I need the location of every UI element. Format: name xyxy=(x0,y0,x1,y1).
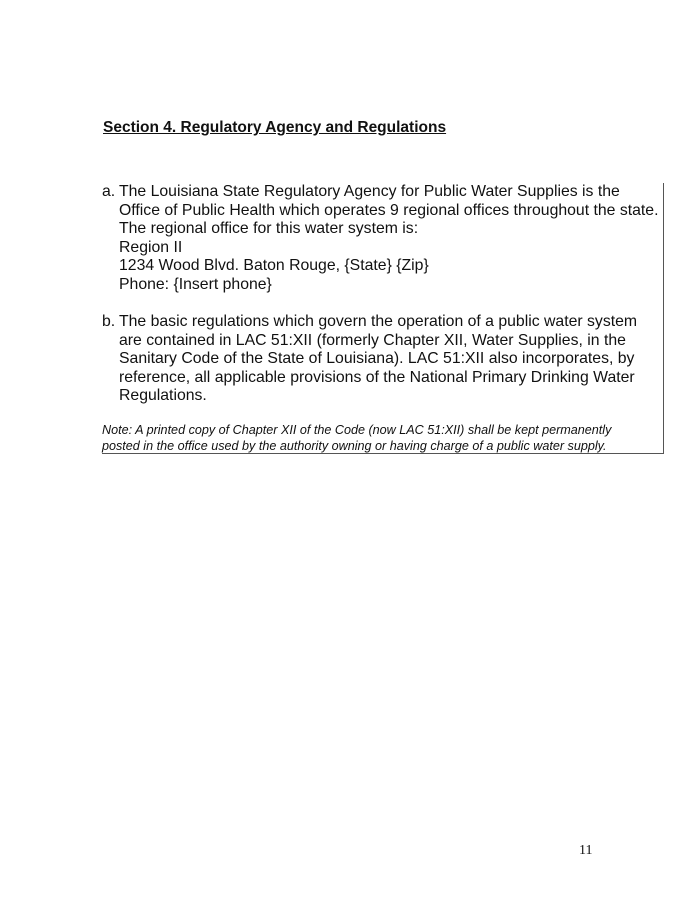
region-phone: Phone: {Insert phone} xyxy=(119,275,272,293)
item-b-line-1: The basic regulations which govern the operation of a public water system xyxy=(119,313,638,330)
list-marker: a. xyxy=(102,183,116,200)
item-b-line-3: Sanitary Code of the State of Louisiana). LAC 51:XII also incorporates, by xyxy=(119,350,635,368)
list-item-b xyxy=(102,313,637,406)
note-line-2: posted in the office used by the authority owning or having charge of a public water supply. xyxy=(102,439,607,453)
region-address: 1234 Wood Blvd. Baton Rouge, {State} {Zip} xyxy=(119,257,429,275)
list-item-a xyxy=(102,183,658,295)
regulatory-info-box xyxy=(102,183,664,454)
page-number: 11 xyxy=(579,843,593,858)
item-b-line-2: are contained in LAC 51:XII (formerly Chapter XII, Water Supplies, in the xyxy=(119,331,626,349)
item-b-line-5: Regulations. xyxy=(119,387,207,405)
list-marker: b. xyxy=(102,313,116,330)
section-title: Section 4. Regulatory Agency and Regulations xyxy=(103,119,447,136)
item-a-line-3: The regional office for this water system is: xyxy=(119,220,419,238)
item-a-line-1: The Louisiana State Regulatory Agency for Public Water Supplies is the xyxy=(119,183,620,200)
region-name: Region II xyxy=(119,238,183,256)
note-line-1: Note: A printed copy of Chapter XII of the Code (now LAC 51:XII) shall be kept permanently xyxy=(102,423,612,437)
item-a-line-2: Office of Public Health which operates 9 regional offices throughout the state. xyxy=(119,201,659,219)
item-b-line-4: reference, all applicable provisions of the National Primary Drinking Water xyxy=(119,368,635,386)
posting-note xyxy=(102,422,611,454)
